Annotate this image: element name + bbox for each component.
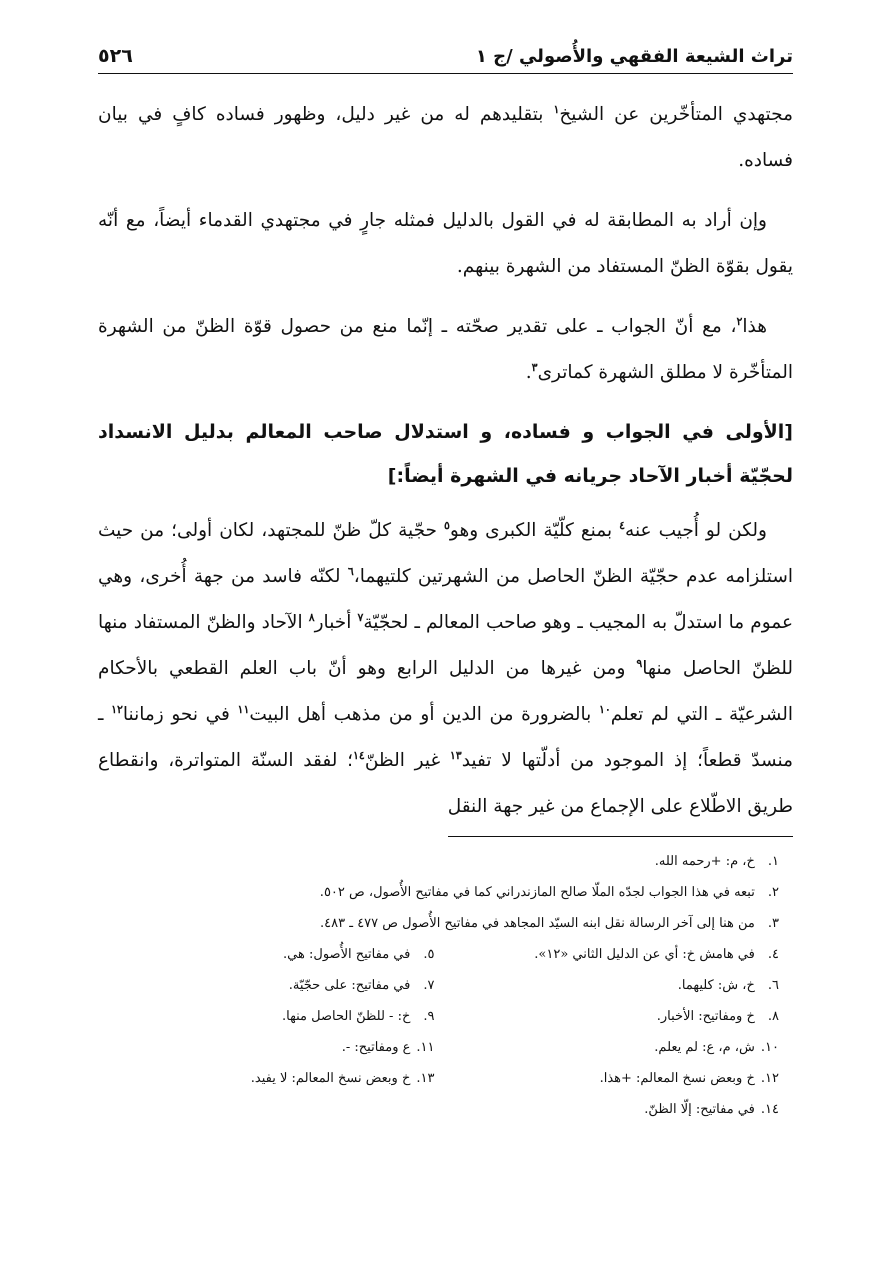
footnote-text: خ، ش: كليهما. — [677, 978, 755, 993]
footnote-text: خ ومفاتيح: الأخبار. — [656, 1009, 755, 1024]
footnote-number: ١١. — [416, 1040, 435, 1055]
footnote-ref: ٢ — [736, 314, 743, 328]
text-run: لكنّه فاسد من جهة أُخرى، وهي عموم ما استدلّ به المجيب ـ وهو صاحب المعالم ـ لحجّيّة — [98, 566, 793, 633]
text-run: أخبار — [314, 612, 358, 633]
footnote-text: في مفاتيح: على حجّيّة. — [288, 978, 411, 993]
main-text — [98, 92, 793, 844]
footnote-ref: ١٤ — [353, 748, 365, 762]
footnote-separator — [448, 836, 793, 837]
page-number: ٥٢٦ — [98, 45, 133, 67]
footnote-ref: ١٢ — [111, 702, 123, 716]
footnote-3 — [110, 908, 779, 939]
footnotes — [110, 846, 779, 1125]
footnote-number: ٤. — [767, 947, 779, 962]
text-run: ولكن لو أُجيب عنه — [625, 520, 767, 541]
footnote-number: ٥. — [423, 947, 435, 962]
footnote-14 — [455, 1094, 780, 1125]
footnote-number: ٩. — [423, 1009, 435, 1024]
text-run: الآحاد والظنّ المستفاد منها للظنّ الحاصل منها — [98, 612, 793, 679]
footnote-ref: ٦ — [347, 564, 354, 578]
paragraph-1 — [98, 92, 793, 184]
footnote-text: في مفاتيح الأُصول: هي. — [283, 947, 411, 962]
paragraph-2: وإن أراد به المطابقة له في القول بالدليل فمثله جارٍ في مجتهدي القدماء أيضاً، مع أنّه يقول بقوّة الظنّ المستفاد من الشهرة بينهم. — [98, 210, 793, 277]
paragraph-3 — [98, 304, 793, 396]
footnote-10 — [455, 1032, 780, 1063]
footnote-text: ش، م، ع: لم يعلم. — [654, 1040, 755, 1055]
footnote-text: خ وبعض نسخ المعالم: لا يفيد. — [250, 1071, 411, 1086]
footnote-number: ١٠. — [760, 1040, 779, 1055]
footnote-text: خ وبعض نسخ المعالم: +هذا. — [599, 1071, 755, 1086]
footnote-7 — [110, 970, 435, 1001]
footnote-text: في هامش خ: أي عن الدليل الثاني «١٢». — [534, 947, 755, 962]
footnote-ref: ٨ — [308, 610, 315, 624]
footnote-number: ١٢. — [760, 1071, 779, 1086]
section-heading: [الأولى في الجواب و فساده، و استدلال صاحب المعالم بدليل الانسداد لحجّيّة أخبار الآحاد جريانه في الشهرة أيضاً:] — [98, 421, 793, 487]
footnote-4 — [455, 939, 780, 970]
footnote-13 — [110, 1063, 435, 1094]
text-run: بالضرورة من الدين أو من مذهب أهل البيت — [249, 704, 599, 725]
footnote-11 — [110, 1032, 435, 1063]
footnote-ref: ١١ — [237, 702, 250, 716]
footnote-number: ٣. — [767, 916, 779, 931]
footnote-ref: ٩ — [636, 656, 643, 670]
text-run: هذا — [742, 316, 767, 337]
footnote-1 — [110, 846, 779, 877]
footnote-grid — [110, 939, 779, 1125]
footnote-text: من هنا إلى آخر الرسالة نقل ابنه السيّد المجاهد في مفاتيح الأُصول ص ٤٧٧ ـ ٤٨٣. — [320, 916, 755, 931]
footnote-9 — [110, 1001, 435, 1032]
text-run: حجّية كلّ ظنّ للمجتهد، لكان أولى؛ من حيث استلزامه عدم حجّيّة الظنّ الحاصل من الشهرتين كلتيهما، — [98, 520, 793, 587]
footnote-number: ١. — [767, 854, 779, 869]
running-title: تراث الشيعة الفقهي والأُصولي /ج ١ — [475, 46, 793, 67]
text-run: بتقليدهم له من غير دليل، وظهور فساده كافٍ في بيان فساده. — [98, 104, 793, 171]
footnote-12 — [455, 1063, 780, 1094]
text-run: ، مع أنّ الجواب ـ على تقدير صحّته ـ إنّما منع من حصول قوّة الظنّ من الشهرة المتأخّرة لا مطلق الشهرة كماترى — [98, 316, 793, 383]
text-run: مجتهدي المتأخّرين عن الشيخ — [559, 104, 793, 125]
footnote-text: ع ومفاتيح: -. — [341, 1040, 411, 1055]
footnote-ref: ٧ — [357, 610, 364, 624]
text-run: غير الظنّ — [364, 750, 450, 771]
footnote-ref: ١ — [553, 102, 560, 116]
footnote-number: ٢. — [767, 885, 779, 900]
footnote-2 — [110, 877, 779, 908]
text-run: ـ منسدّ قطعاً؛ إذ الموجود من أدلّتها لا تفيد — [98, 704, 794, 771]
footnote-ref: ٥ — [443, 518, 450, 532]
paragraph-4 — [98, 508, 793, 830]
page-header — [98, 30, 793, 74]
text-run: . — [525, 362, 532, 383]
footnote-text: في مفاتيح: إلّا الظنّ. — [644, 1102, 755, 1117]
footnote-number: ٨. — [767, 1009, 779, 1024]
footnote-ref: ١٣ — [449, 748, 462, 762]
text-run: في نحو زماننا — [122, 704, 238, 725]
footnote-text: تبعه في هذا الجواب لجدّه الملّا صالح المازندراني كما في مفاتيح الأُصول، ص ٥٠٢. — [319, 885, 755, 900]
footnote-5 — [110, 939, 435, 970]
footnote-6 — [455, 970, 780, 1001]
footnote-text: خ: - للظنّ الحاصل منها. — [282, 1009, 411, 1024]
footnote-number: ٧. — [423, 978, 435, 993]
footnote-ref: ٣ — [531, 360, 538, 374]
text-run: ومن غيرها من الدليل الرابع وهو أنّ باب العلم القطعي بالأحكام الشرعيّة ـ التي لم تعلم — [98, 658, 793, 725]
footnote-number: ١٤. — [760, 1102, 779, 1117]
footnote-ref: ١٠ — [598, 702, 611, 716]
text-run: بمنع كلّيّة الكبرى وهو — [449, 520, 620, 541]
footnote-ref: ٤ — [619, 518, 626, 532]
text-run: ؛ لفقد السنّة المتواترة، وانقطاع طريق الاطّلاع على الإجماع من غير جهة النقل — [98, 750, 793, 817]
footnote-text: خ، م: +رحمه الله. — [654, 854, 755, 869]
footnote-8 — [455, 1001, 780, 1032]
footnote-number: ٦. — [767, 978, 779, 993]
footnote-number: ١٣. — [416, 1071, 435, 1086]
